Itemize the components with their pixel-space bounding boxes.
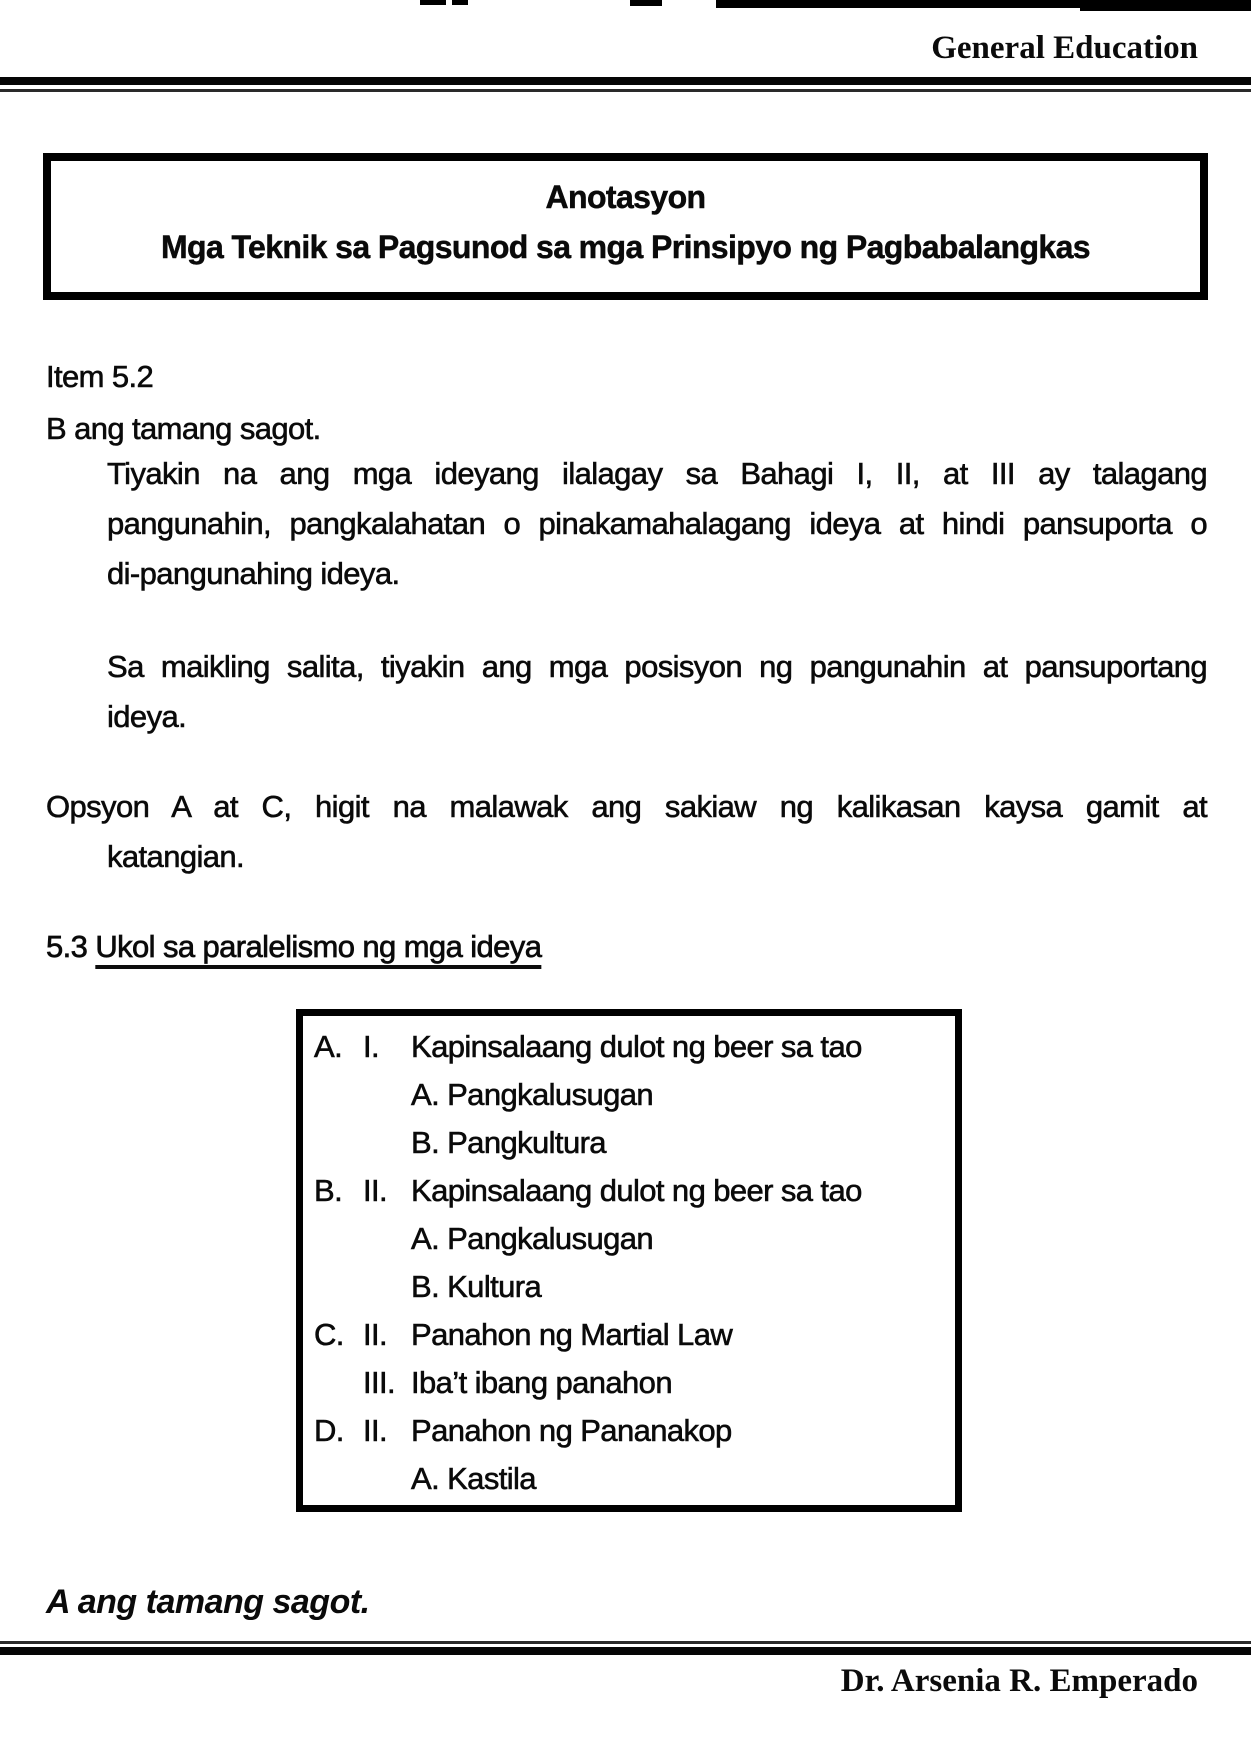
section-53-title: Ukol sa paralelismo ng mga ideya bbox=[95, 929, 542, 964]
outline-text: Kapinsalaang dulot ng beer sa tao bbox=[411, 1173, 862, 1208]
outline-roman bbox=[363, 1071, 411, 1119]
footer-author: Dr. Arsenia R. Emperado bbox=[840, 1663, 1198, 1699]
outline-text: Panahon ng Martial Law bbox=[411, 1317, 733, 1352]
outline-row bbox=[314, 1023, 955, 1071]
outline-text: Iba’t ibang panahon bbox=[411, 1365, 672, 1400]
title-box-line2: Mga Teknik sa Pagsunod sa mga Prinsipyo ng Pagbabalangkas bbox=[160, 229, 1091, 265]
outline-text: A. Kastila bbox=[411, 1461, 536, 1496]
header-rule-thin bbox=[0, 89, 1251, 92]
title-box bbox=[43, 153, 1208, 300]
outline-roman: III. bbox=[363, 1365, 396, 1400]
outline-roman: I. bbox=[363, 1029, 380, 1064]
item-heading: Item 5.2 bbox=[46, 359, 154, 394]
outline-row bbox=[314, 1119, 955, 1167]
paragraph3-line2: katangian. bbox=[107, 839, 245, 874]
outline-row bbox=[314, 1071, 955, 1119]
paragraph1-line1: Tiyakin na ang mga ideyang ilalagay sa Bahagi I, II, at III ay talagang bbox=[107, 456, 1207, 491]
option-letter bbox=[314, 1455, 363, 1503]
scan-artifact-bar bbox=[1080, 0, 1251, 11]
outline-row bbox=[314, 1167, 955, 1215]
outline-row bbox=[314, 1215, 955, 1263]
outline-roman bbox=[363, 1215, 411, 1263]
outline-row bbox=[314, 1455, 955, 1503]
outline-roman bbox=[363, 1119, 411, 1167]
outline-options-box bbox=[296, 1009, 962, 1512]
section-53-heading bbox=[46, 928, 541, 967]
paragraph3-line1: Opsyon A at C, higit na malawak ang sakiaw ng kalikasan kaysa gamit at bbox=[46, 789, 1207, 824]
option-letter bbox=[314, 1071, 363, 1119]
outline-roman: II. bbox=[363, 1317, 388, 1352]
option-letter bbox=[314, 1263, 363, 1311]
outline-text: Kapinsalaang dulot ng beer sa tao bbox=[411, 1029, 862, 1064]
option-letter: A. bbox=[314, 1029, 343, 1064]
outline-text: A. Pangkalusugan bbox=[411, 1077, 654, 1112]
scan-artifact-bar bbox=[630, 0, 662, 6]
outline-text: Panahon ng Pananakop bbox=[411, 1413, 732, 1448]
title-box-line1: Anotasyon bbox=[545, 179, 706, 215]
outline-text: A. Pangkalusugan bbox=[411, 1221, 654, 1256]
scan-artifact-bar bbox=[420, 0, 446, 5]
outline-row bbox=[314, 1407, 955, 1455]
option-letter bbox=[314, 1119, 363, 1167]
scan-artifact-bar bbox=[452, 0, 468, 5]
outline-roman: II. bbox=[363, 1173, 388, 1208]
option-letter: C. bbox=[314, 1317, 344, 1352]
header-rule-thick bbox=[0, 77, 1251, 85]
item-answer: B ang tamang sagot. bbox=[46, 411, 321, 446]
outline-roman bbox=[363, 1263, 411, 1311]
outline-roman bbox=[363, 1455, 411, 1503]
footer-rule-thick bbox=[0, 1647, 1251, 1655]
section-53-number: 5.3 bbox=[46, 929, 88, 964]
footer-rule-thin bbox=[0, 1641, 1251, 1644]
section-53-answer: A ang tamang sagot. bbox=[46, 1583, 370, 1621]
option-letter: D. bbox=[314, 1413, 344, 1448]
outline-row bbox=[314, 1263, 955, 1311]
paragraph1-line3: di-pangunahing ideya. bbox=[107, 556, 400, 591]
paragraph2-line1: Sa maikling salita, tiyakin ang mga posisyon ng pangunahin at pansuportang bbox=[107, 649, 1207, 684]
page-header-title: General Education bbox=[931, 30, 1198, 66]
outline-row bbox=[314, 1311, 955, 1359]
outline-text: B. Kultura bbox=[411, 1269, 542, 1304]
outline-roman: II. bbox=[363, 1413, 388, 1448]
option-letter bbox=[314, 1359, 363, 1407]
outline-row bbox=[314, 1359, 955, 1407]
outline-text: B. Pangkultura bbox=[411, 1125, 606, 1160]
paragraph2-line2: ideya. bbox=[107, 699, 187, 734]
paragraph1-line2: pangunahin, pangkalahatan o pinakamahalagang ideya at hindi pansuporta o bbox=[107, 506, 1207, 541]
option-letter bbox=[314, 1215, 363, 1263]
option-letter: B. bbox=[314, 1173, 343, 1208]
